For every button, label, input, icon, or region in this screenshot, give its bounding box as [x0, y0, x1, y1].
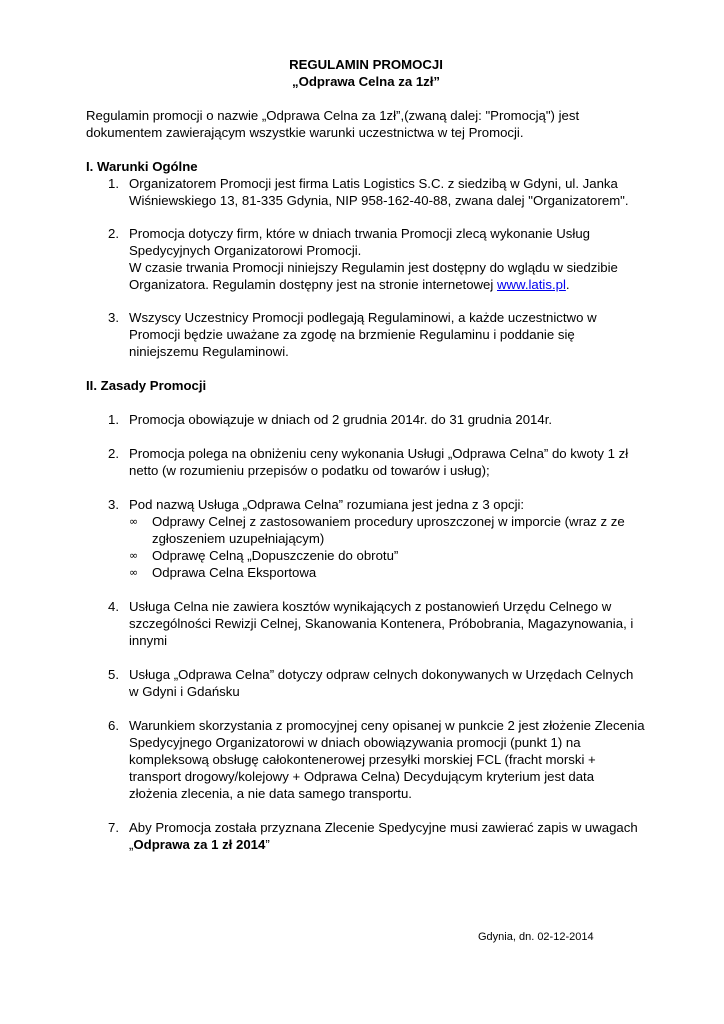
list-item: 2. Promocja polega na obniżeniu ceny wykonania Usługi „Odprawa Celna” do kwoty 1 zł netto (w rozumieniu przepisów o podatku od towarów i usług);	[108, 446, 629, 478]
section-1-list	[86, 175, 646, 360]
intro-paragraph: Regulamin promocji o nazwie „Odprawa Celna za 1zł”,(zwaną dalej: "Promocją") jest dokumentem zawierającym wszystkie warunki uczestnictwa w tej Promocji.	[86, 108, 580, 140]
option-item: ∞ Odprawę Celną „Dopuszczenie do obrotu”	[129, 548, 399, 563]
option-item: ∞ Odprawy Celnej z zastosowaniem procedury uproszczonej w imporcie (wraz z ze zgłoszeniem uzupełniającym)	[129, 514, 625, 546]
list-item: 2. Promocja dotyczy firm, które w dniach trwania Promocji zlecą wykonanie Usług Spedycyjnych Organizatorowi Promocji. W czasie trwania Promocji niniejszy Regulamin jest dostępny do wglądu w siedzibie Organizatora. Regulamin dostępny jest na stronie internetowej www.latis.pl.	[108, 226, 618, 292]
document-page	[86, 56, 646, 853]
title-line-2: „Odprawa Celna za 1zł”	[291, 74, 441, 89]
section-1-heading: I. Warunki Ogólne	[86, 159, 198, 174]
infinity-bullet-icon: ∞	[129, 515, 139, 528]
promo-code-text: Odprawa za 1 zł 2014	[133, 837, 266, 852]
document-title	[86, 56, 646, 90]
options-list	[129, 513, 646, 581]
list-item: 7. Aby Promocja została przyznana Zlecenie Spedycyjne musi zawierać zapis w uwagach „Odprawa za 1 zł 2014”	[108, 820, 638, 852]
list-item: 6. Warunkiem skorzystania z promocyjnej ceny opisanej w punkcie 2 jest złożenie Zlecenia Spedycyjnego Organizatorowi w dniach obowiązywania promocji (punkt 1) na kompleksową obsługę całokontenerowej przesyłki morskiej FCL (fracht morski + transport drogowy/kolejowy + Odprawa Celna) Decydującym kryterium jest data złożenia zlecenia, a nie data samego transportu.	[108, 718, 645, 801]
date-footer: Gdynia, dn. 02-12-2014	[478, 931, 594, 943]
list-item: 4. Usługa Celna nie zawiera kosztów wynikających z postanowień Urzędu Celnego w szczególności Rewizji Celnej, Skanowania Kontenera, Próbobrania, Magazynowania, i innymi	[108, 599, 634, 648]
list-item: 1. Promocja obowiązuje w dniach od 2 grudnia 2014r. do 31 grudnia 2014r.	[108, 412, 553, 427]
infinity-bullet-icon: ∞	[129, 566, 139, 579]
option-item: ∞ Odprawa Celna Eksportowa	[129, 565, 317, 580]
list-item: 5. Usługa „Odprawa Celna” dotyczy odpraw celnych dokonywanych w Urzędach Celnych w Gdyni i Gdańsku	[108, 667, 634, 699]
list-item: 3. Wszyscy Uczestnicy Promocji podlegają Regulaminowi, a każde uczestnictwo w Promocji będzie uważane za zgodę na brzmienie Regulaminu i poddanie się niniejszemu Regulaminowi.	[108, 310, 597, 359]
section-2-heading: II. Zasady Promocji	[86, 378, 207, 393]
website-link[interactable]: www.latis.pl	[497, 277, 566, 292]
title-line-1: REGULAMIN PROMOCJI	[289, 57, 443, 72]
infinity-bullet-icon: ∞	[129, 549, 139, 562]
list-item: 1. Organizatorem Promocji jest firma Latis Logistics S.C. z siedzibą w Gdyni, ul. Janka Wiśniewskiego 13, 81-335 Gdynia, NIP 958-162-40-88, zwana dalej "Organizatorem".	[108, 176, 629, 208]
section-2-list	[86, 411, 646, 853]
list-item: 3. Pod nazwą Usługa „Odprawa Celna” rozumiana jest jedna z 3 opcji: ∞ Odprawy Celnej z zastosowaniem procedury uproszczonej w imporcie (wraz z ze zgłoszeniem uzupełniającym) ∞ Odprawę Celną „Dopuszczenie do obrotu” ∞ Odprawa Celna Eksportowa	[86, 496, 646, 581]
